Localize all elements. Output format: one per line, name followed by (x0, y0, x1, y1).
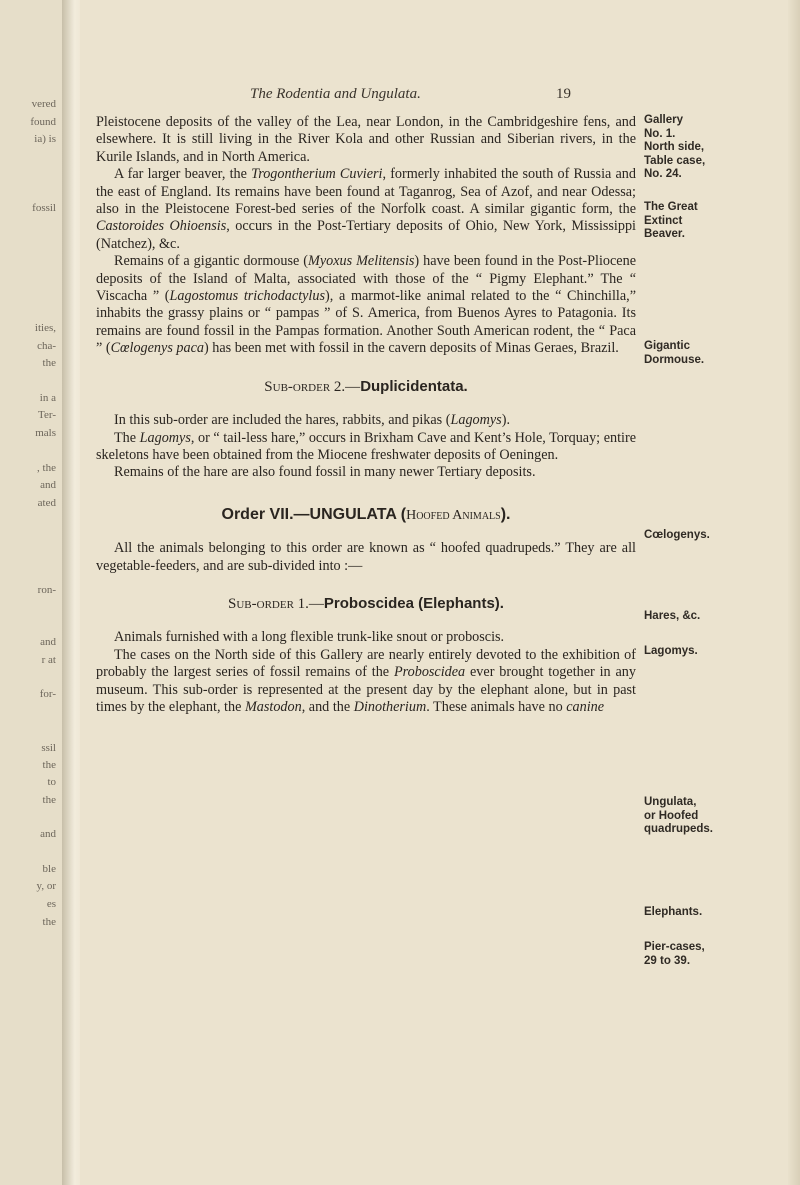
facing-page-fragment: ated (37, 497, 56, 509)
margin-note-pier-cases: Pier-cases, 29 to 39. (644, 941, 705, 967)
facing-page-fragment: vered (31, 98, 56, 110)
facing-page-fragment: the (42, 794, 56, 806)
facing-page-fragment: ron- (37, 584, 56, 596)
facing-page-fragment: for- (39, 688, 56, 700)
facing-page-fragment: ities, (34, 322, 56, 334)
facing-page-fragment: to (47, 776, 56, 788)
facing-page-fragment: the (42, 357, 56, 369)
facing-page-fragment: and (40, 828, 56, 840)
suborder-heading: Sub-order 2.—Duplicidentata. (264, 377, 468, 395)
facing-page-fragment: r at (41, 654, 56, 666)
facing-page-fragment: mals (35, 427, 56, 439)
margin-note-ungulata: Ungulata, or Hoofed quadrupeds. (644, 796, 714, 835)
facing-page-fragment: cha- (37, 340, 56, 352)
facing-page-fragment: ble (42, 863, 56, 875)
paragraph: Animals furnished with a long flexible trunk-like snout or proboscis. (114, 629, 505, 646)
facing-page-fragment: ia) is (34, 133, 56, 145)
margin-note-dormouse: Gigantic Dormouse. (644, 340, 705, 366)
margin-note-hares: Hares, &c. (644, 610, 701, 622)
facing-page-fragment: found (30, 116, 56, 128)
margin-note-lagomys: Lagomys. (644, 645, 698, 657)
facing-page-fragment: , the (37, 462, 56, 474)
paragraph: Remains of a gigantic dormouse (Myoxus Melitensis) have been found in the Post-Pliocene deposits of the Island of Malta, associated with those of the “ Pigmy Elephant.” The “ Viscacha ” (Lagostomus trichodactylus), a marmot-like animal related to the “ Chinchilla,” inhabits the grassy plains or “ pampas ” of S. America, from Buenos Ayres to Patagonia. Its remains are found fossil in the Pampas formation. Another South American rodent, the “ Paca ” (Cœlogenys paca) has been met with fossil in the cavern deposits of Minas Geraes, Brazil. (96, 253, 636, 357)
facing-page-fragment: and (40, 636, 56, 648)
margin-note-elephants: Elephants. (644, 906, 703, 918)
page-edge (788, 0, 800, 1185)
paragraph: Pleistocene deposits of the valley of the Lea, near London, in the Cambridgeshire fens, and elsewhere. It is still living in the River Kola and other Russian and Siberian rivers, in the Kurile Islands, and in North America. (96, 114, 636, 165)
facing-page-fragment: ssil (41, 742, 56, 754)
facing-page-fragment: in a (39, 392, 56, 404)
paragraph: The cases on the North side of this Gallery are nearly entirely devoted to the exhibition of probably the largest series of fossil remains of the Proboscidea ever brought together in any museum. This sub-order is represented at the present day by the elephant alone, but in past times by the elephant, the Mastodon, and the Dinotherium. These animals have no canine (96, 646, 636, 715)
facing-page-fragment: es (46, 898, 56, 910)
facing-page-fragment: fossil (32, 202, 56, 214)
facing-page-fragment: the (42, 916, 56, 928)
paragraph: All the animals belonging to this order are known as “ hoofed quadrupeds.” They are all vegetable-feeders, and are sub-divided into :— (96, 540, 636, 574)
paragraph: A far larger beaver, the Trogontherium Cuvieri, formerly inhabited the south of Russia and the east of England. Its remains have been found at Taganrog, Sea of Azof, and near Odessa; also in the Pleistocene Forest-bed series of the Norfolk coast. A similar gigantic form, the Castoroides Ohioensis, occurs in the Post-Tertiary deposits of Ohio, New York, Mississippi (Natchez), &c. (96, 166, 636, 252)
margin-note-great-beaver: The Great Extinct Beaver. (644, 201, 698, 240)
book-gutter (62, 0, 80, 1185)
margin-note-gallery: Gallery No. 1. North side, Table case, No. 24. (644, 114, 706, 180)
running-title: The Rodentia and Ungulata. (250, 86, 421, 102)
facing-page-fragment: y, or (36, 880, 56, 892)
order-heading: Order VII.—UNGULATA (Hoofed Animals). (221, 505, 511, 523)
paragraph: Remains of the hare are also found fossil in many newer Tertiary deposits. (114, 464, 536, 481)
paragraph: In this sub-order are included the hares, rabbits, and pikas (Lagomys). (114, 412, 510, 429)
facing-page-fragment: the (42, 759, 56, 771)
facing-page-edge (0, 0, 63, 1185)
main-text (96, 114, 636, 716)
paragraph: The Lagomys, or “ tail-less hare,” occurs in Brixham Cave and Kent’s Hole, Torquay; entire skeletons have been obtained from the Miocene freshwater deposits of Oeningen. (96, 429, 636, 463)
page-number: 19 (556, 86, 571, 102)
margin-note-coelogenys: Cœlogenys. (644, 529, 710, 541)
facing-page-fragment: and (40, 479, 56, 491)
suborder-heading: Sub-order 1.—Proboscidea (Elephants). (228, 594, 504, 612)
facing-page-fragment: Ter- (38, 409, 56, 421)
